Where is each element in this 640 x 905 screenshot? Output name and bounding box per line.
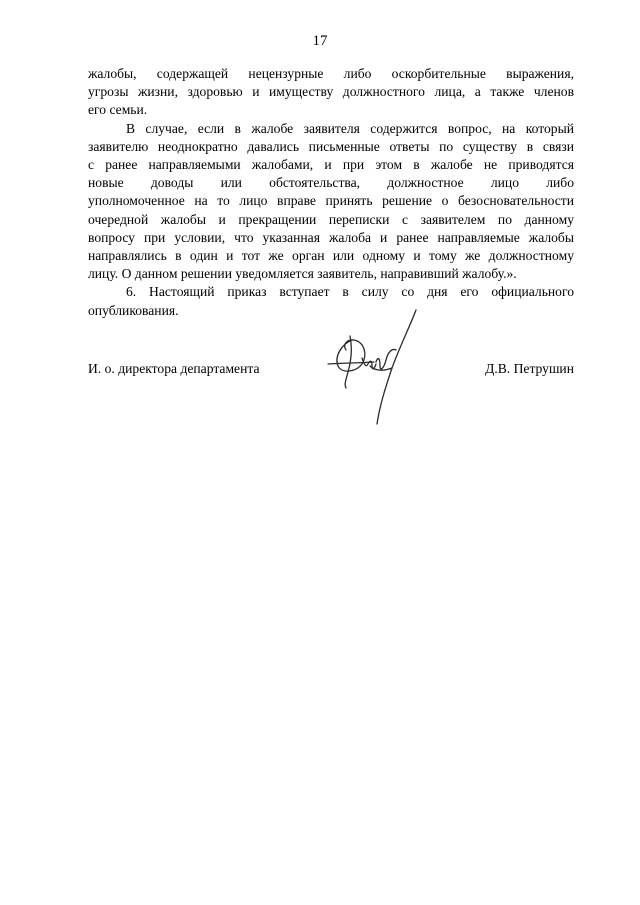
text-line: заявителю неоднократно давались письменные ответы по существу в связи <box>88 138 574 154</box>
text-line: очередной жалобы и прекращении переписки с заявителем по данному <box>88 211 574 227</box>
text-line: направлялись в один и тот же орган или одному и тому же должностному <box>88 248 574 264</box>
signatory-name: Д.В. Петрушин <box>485 361 574 376</box>
text-line: 6. Настоящий приказ вступает в силу со дня его официального <box>126 284 574 300</box>
text-line: жалобы, содержащей нецензурные либо оскорбительные выражения, <box>88 66 574 81</box>
paragraph-repeated-complaint <box>88 120 574 284</box>
text-line: угрозы жизни, здоровью и имуществу должностного лица, а также членов <box>88 84 574 100</box>
text-line: его семьи. <box>88 102 148 118</box>
text-line: лицу. О данном решении уведомляется заявитель, направивший жалобу.». <box>88 266 517 282</box>
text-line: с ранее направляемыми жалобами, и при этом в жалобе не приводятся <box>88 157 574 173</box>
paragraph-continuation <box>88 65 574 120</box>
signatory-position: И. о. директора департамента <box>88 361 260 376</box>
text-line: уполномоченное на то лицо вправе принять решение о безосновательности <box>88 193 574 209</box>
handwritten-signature <box>322 306 422 428</box>
text-line: В случае, если в жалобе заявителя содержится вопрос, на который <box>126 120 574 136</box>
text-line: новые доводы или обстоятельства, должностное лицо либо <box>88 175 574 191</box>
text-line: вопросу при условии, что указанная жалоба и ранее направляемые жалобы <box>88 229 574 245</box>
document-body <box>88 65 574 320</box>
text-line: опубликования. <box>88 302 179 318</box>
page-number: 17 <box>312 33 328 49</box>
